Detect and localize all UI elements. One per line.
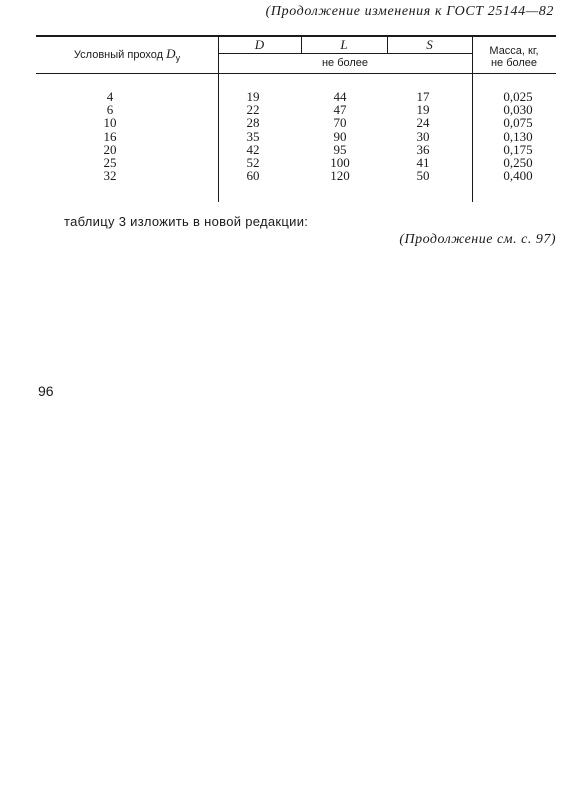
table-cell: 100: [330, 154, 350, 170]
page-header-continuation: (Продолжение изменения к ГОСТ 25144—82: [265, 4, 554, 19]
column-mass-values: [480, 90, 556, 182]
column-L-values: [306, 90, 374, 182]
column-S-values: [390, 90, 456, 182]
body-paragraph: таблицу 3 изложить в новой редакции:: [64, 214, 309, 229]
table-cell: 0,075: [503, 115, 533, 131]
table-cell: 24: [416, 115, 430, 131]
table-cell: 10: [103, 115, 117, 131]
table-cell: 0,250: [503, 154, 533, 170]
table-cell: 0,175: [503, 141, 533, 157]
table-cell: 44: [333, 89, 347, 104]
table-cell: 47: [333, 102, 347, 118]
table-cell: 41: [416, 154, 430, 170]
table-cell: 4: [106, 89, 114, 104]
table-subheader-rule: [218, 53, 472, 54]
column-header-D: D: [254, 37, 265, 52]
column-nominal-bore-values: [36, 90, 184, 182]
column-header-S: S: [426, 37, 433, 52]
column-D-values: [218, 90, 288, 182]
table-cell: 70: [333, 115, 347, 131]
table-cell: 17: [416, 89, 430, 104]
table-cell: 50: [416, 168, 430, 184]
table-cell: 16: [103, 128, 117, 144]
column-header-L: L: [340, 37, 348, 52]
table-cell: 0,400: [503, 168, 533, 184]
table-cell: 35: [246, 128, 260, 144]
table-cell: 25: [103, 154, 117, 170]
table-cell: 32: [103, 168, 117, 184]
table-cell: 60: [246, 168, 260, 184]
table-cell: 0,025: [503, 89, 533, 104]
table-cell: 0,130: [503, 128, 533, 144]
sub-header-not-more: не более: [321, 57, 369, 69]
table-cell: 120: [330, 168, 350, 184]
page-number: 96: [38, 383, 54, 399]
table-cell: 42: [246, 141, 260, 157]
table-cell: 0,030: [503, 102, 533, 118]
column-header-mass: Масса, кг, не более: [489, 45, 539, 69]
column-header-nominal-bore: Условный проход $D_у$: [73, 46, 181, 63]
table-cell: 20: [103, 141, 117, 157]
table-cell: 28: [246, 115, 260, 131]
table-cell: 19: [246, 89, 260, 104]
table-cell: 19: [416, 102, 430, 118]
table-cell: 90: [333, 128, 347, 144]
table-cell: 6: [106, 102, 114, 118]
continuation-footer: (Продолжение см. с. 97): [399, 232, 556, 247]
table-header-bottom-rule: [36, 73, 556, 74]
table-cell: 95: [333, 141, 347, 157]
table-cell: 36: [416, 141, 430, 157]
table-cell: 30: [416, 128, 430, 144]
table-cell: 52: [246, 154, 260, 170]
table-cell: 22: [246, 102, 260, 118]
